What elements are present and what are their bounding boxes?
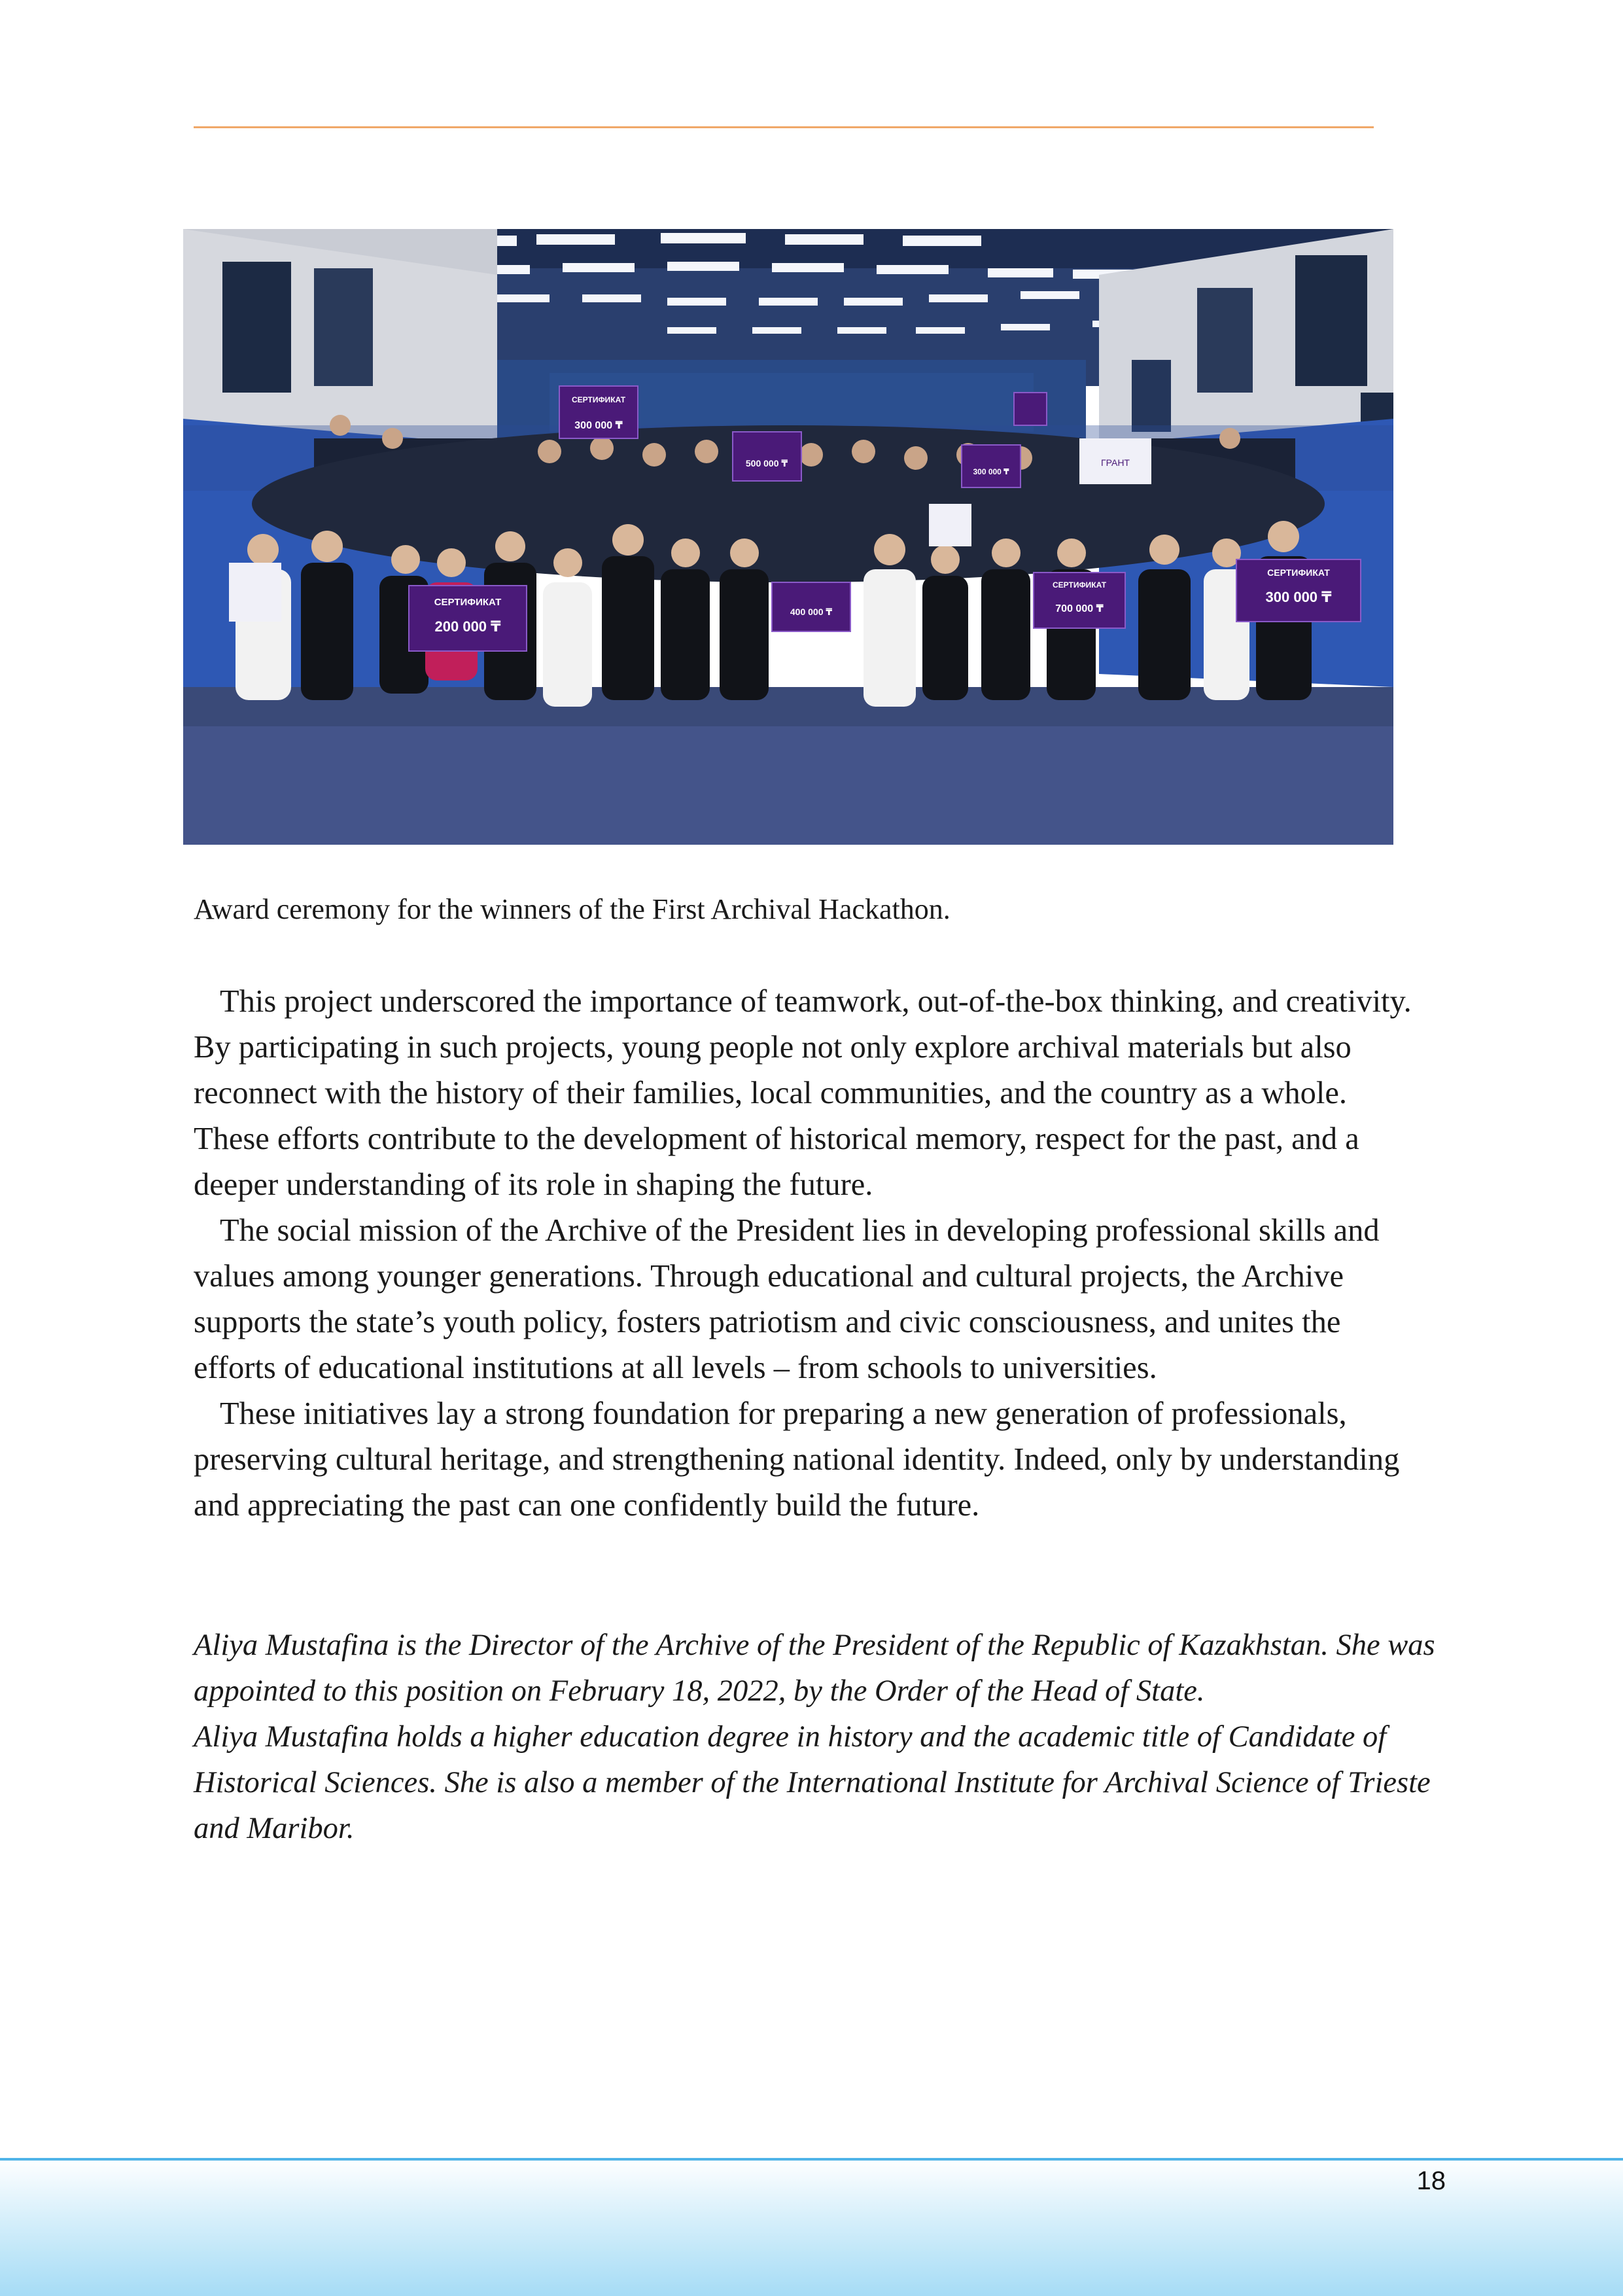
- footer-rule: [0, 2158, 1623, 2161]
- sign-amount-4: 200 000 ₸: [434, 618, 501, 635]
- paragraph: These initiatives lay a strong foundation for preparing a new generation of professionals, preserving cultural heritage, and strengthening national identity. Indeed, only by understanding and appreciating the past can one confidently build the future.: [194, 1396, 1400, 1523]
- footer-band: [0, 2158, 1623, 2296]
- sign-amount-6: 700 000 ₸: [1055, 603, 1104, 614]
- sign-amount-3: 300 000 ₸: [973, 467, 1009, 476]
- article-body: [194, 979, 1430, 1528]
- sign-amount-7: 300 000 ₸: [1265, 589, 1332, 605]
- sign-label-1: СЕРТИФИКАТ: [571, 395, 626, 404]
- sign-grant: ГРАНТ: [1101, 457, 1130, 468]
- page-number: 18: [1416, 2166, 1446, 2195]
- award-ceremony-photo: [183, 229, 1393, 845]
- sign-label-4: СЕРТИФИКАТ: [434, 597, 502, 608]
- sign-label-6: СЕРТИФИКАТ: [1052, 580, 1107, 590]
- sign-amount-5: 400 000 ₸: [790, 607, 833, 617]
- paragraph: The social mission of the Archive of the President lies in developing professional skills and values among younger generations. Through educational and cultural projects, the Archive supports the state’s youth policy, fosters patriotism and civic consciousness, and unites the efforts of educational institutions at all levels – from schools to universities.: [194, 1213, 1380, 1385]
- sign-amount-1: 300 000 ₸: [574, 420, 623, 431]
- author-bio: [194, 1623, 1450, 1852]
- sign-amount-2: 500 000 ₸: [745, 458, 788, 468]
- header-rule: [194, 126, 1374, 128]
- sign-label-7: СЕРТИФИКАТ: [1267, 567, 1330, 578]
- photo-caption: Award ceremony for the winners of the First Archival Hackathon.: [194, 893, 951, 925]
- paragraph: This project underscored the importance of teamwork, out-of-the-box thinking, and creativity. By participating in such projects, young people not only explore archival materials but also reconnect with the history of their families, local communities, and the country as a whole. These efforts contribute to the development of historical memory, respect for the past, and a deeper understanding of its role in shaping the future.: [194, 984, 1412, 1202]
- bio-paragraph: Aliya Mustafina is the Director of the Archive of the President of the Republic of Kazakhstan. She was appointed to this position on February 18, 2022, by the Order of the Head of State.: [194, 1629, 1435, 1708]
- bio-paragraph: Aliya Mustafina holds a higher education degree in history and the academic title of Candidate of Historical Sciences. She is also a member of the International Institute for Archival Science of Trieste and Maribor.: [194, 1720, 1431, 1845]
